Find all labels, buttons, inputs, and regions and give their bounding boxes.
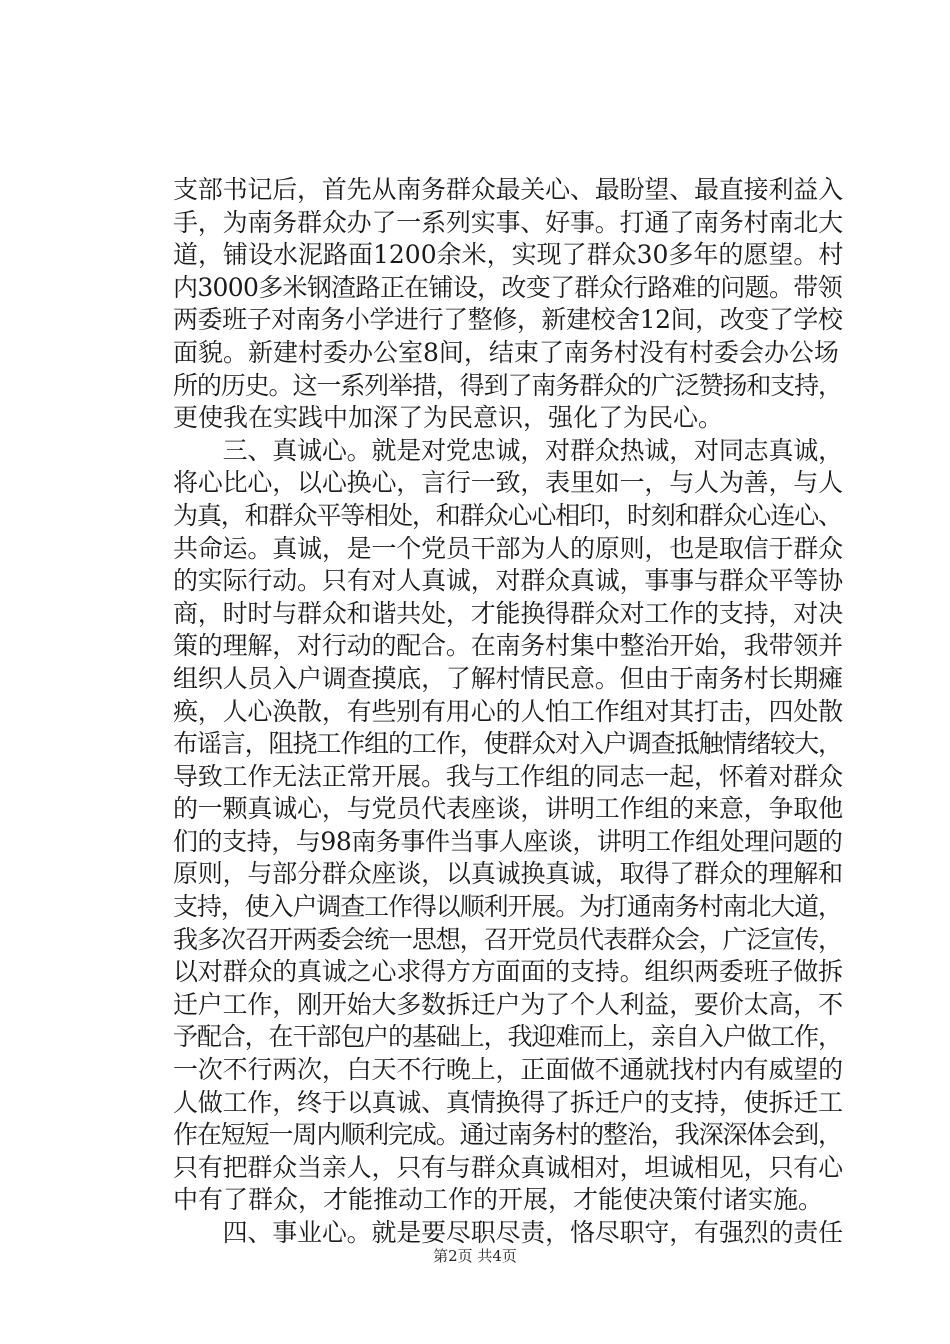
text-line: 组织人员入户调查摸底，了解村情民意。但由于南务村长期瘫: [173, 663, 843, 693]
text-line: 导致工作无法正常开展。我与工作组的同志一起，怀着对群众: [173, 761, 843, 791]
text-line: 道，铺设水泥路面1200余米，实现了群众30多年的愿望。村: [173, 240, 844, 270]
text-line: 们的支持，与98南务事件当事人座谈，讲明工作组处理问题的: [173, 826, 843, 856]
text-line: 两委班子对南务小学进行了整修，新建校舍12间，改变了学校: [173, 305, 843, 335]
text-line: 手，为南务群众办了一系列实事、好事。打通了南务村南北大: [173, 207, 843, 237]
document-body: [173, 174, 843, 1250]
text-line: 支部书记后，首先从南务群众最关心、最盼望、最直接利益入: [173, 175, 843, 204]
text-line: 一次不行两次，白天不行晚上，正面做不通就找村内有威望的: [173, 1055, 843, 1085]
text-line: 以对群众的真诚之心求得方方面面的支持。组织两委班子做拆: [173, 957, 843, 987]
text-line: 策的理解，对行动的配合。在南务村集中整治开始，我带领并: [173, 631, 843, 661]
text-line: 支持，使入户调查工作得以顺利开展。为打通南务村南北大道，: [173, 892, 842, 922]
text-line: 共命运。真诚，是一个党员干部为人的原则，也是取信于群众: [173, 533, 843, 563]
text-line: 原则，与部分群众座谈，以真诚换真诚，取得了群众的理解和: [173, 859, 843, 889]
text-line: 痪，人心涣散，有些别有用心的人怕工作组对其打击，四处散: [173, 696, 843, 726]
text-line: 人做工作，终于以真诚、真情换得了拆迁户的支持，使拆迁工: [173, 1087, 843, 1117]
text-line: 我多次召开两委会统一思想，召开党员代表群众会，广泛宣传，: [173, 924, 842, 954]
text-line: 中有了群众，才能推动工作的开展，才能使决策付诸实施。: [173, 1185, 824, 1215]
text-line: 的实际行动。只有对人真诚，对群众真诚，事事与群众平等协: [173, 566, 843, 596]
text-line: 三、真诚心。就是对党忠诚，对群众热诚，对同志真诚，: [173, 435, 843, 465]
page-footer: 第2页 共4页: [433, 1247, 517, 1265]
text-line: 所的历史。这一系列举措，得到了南务群众的广泛赞扬和支持，: [173, 370, 842, 400]
text-line: 只有把群众当亲人，只有与群众真诚相对，坦诚相见，只有心: [173, 1152, 843, 1182]
text-line: 商，时时与群众和谐共处，才能换得群众对工作的支持，对决: [173, 598, 843, 628]
text-line: 四、事业心。就是要尽职尽责，恪尽职守，有强烈的责任: [173, 1218, 843, 1247]
text-line: 的一颗真诚心，与党员代表座谈，讲明工作组的来意，争取他: [173, 794, 843, 824]
text-line: 将心比心，以心换心，言行一致，表里如一，与人为善，与人: [173, 468, 843, 498]
text-line: 更使我在实践中加深了为民意识，强化了为民心。: [173, 403, 724, 433]
text-line: 迁户工作，刚开始大多数拆迁户为了个人利益，要价太高，不: [173, 989, 843, 1019]
text-line: 作在短短一周内顺利完成。通过南务村的整治，我深深体会到，: [173, 1120, 842, 1150]
text-line: 面貌。新建村委办公室8间，结束了南务村没有村委会办公场: [173, 337, 839, 367]
text-line: 内3000多米钢渣路正在铺设，改变了群众行路难的问题。带领: [173, 272, 842, 302]
text-line: 为真，和群众平等相处，和群众心心相印，时刻和群众心连心、: [173, 500, 842, 530]
text-line: 予配合，在干部包户的基础上，我迎难而上，亲自入户做工作，: [173, 1022, 842, 1052]
text-line: 布谣言，阻挠工作组的工作，使群众对入户调查抵触情绪较大，: [173, 729, 842, 759]
